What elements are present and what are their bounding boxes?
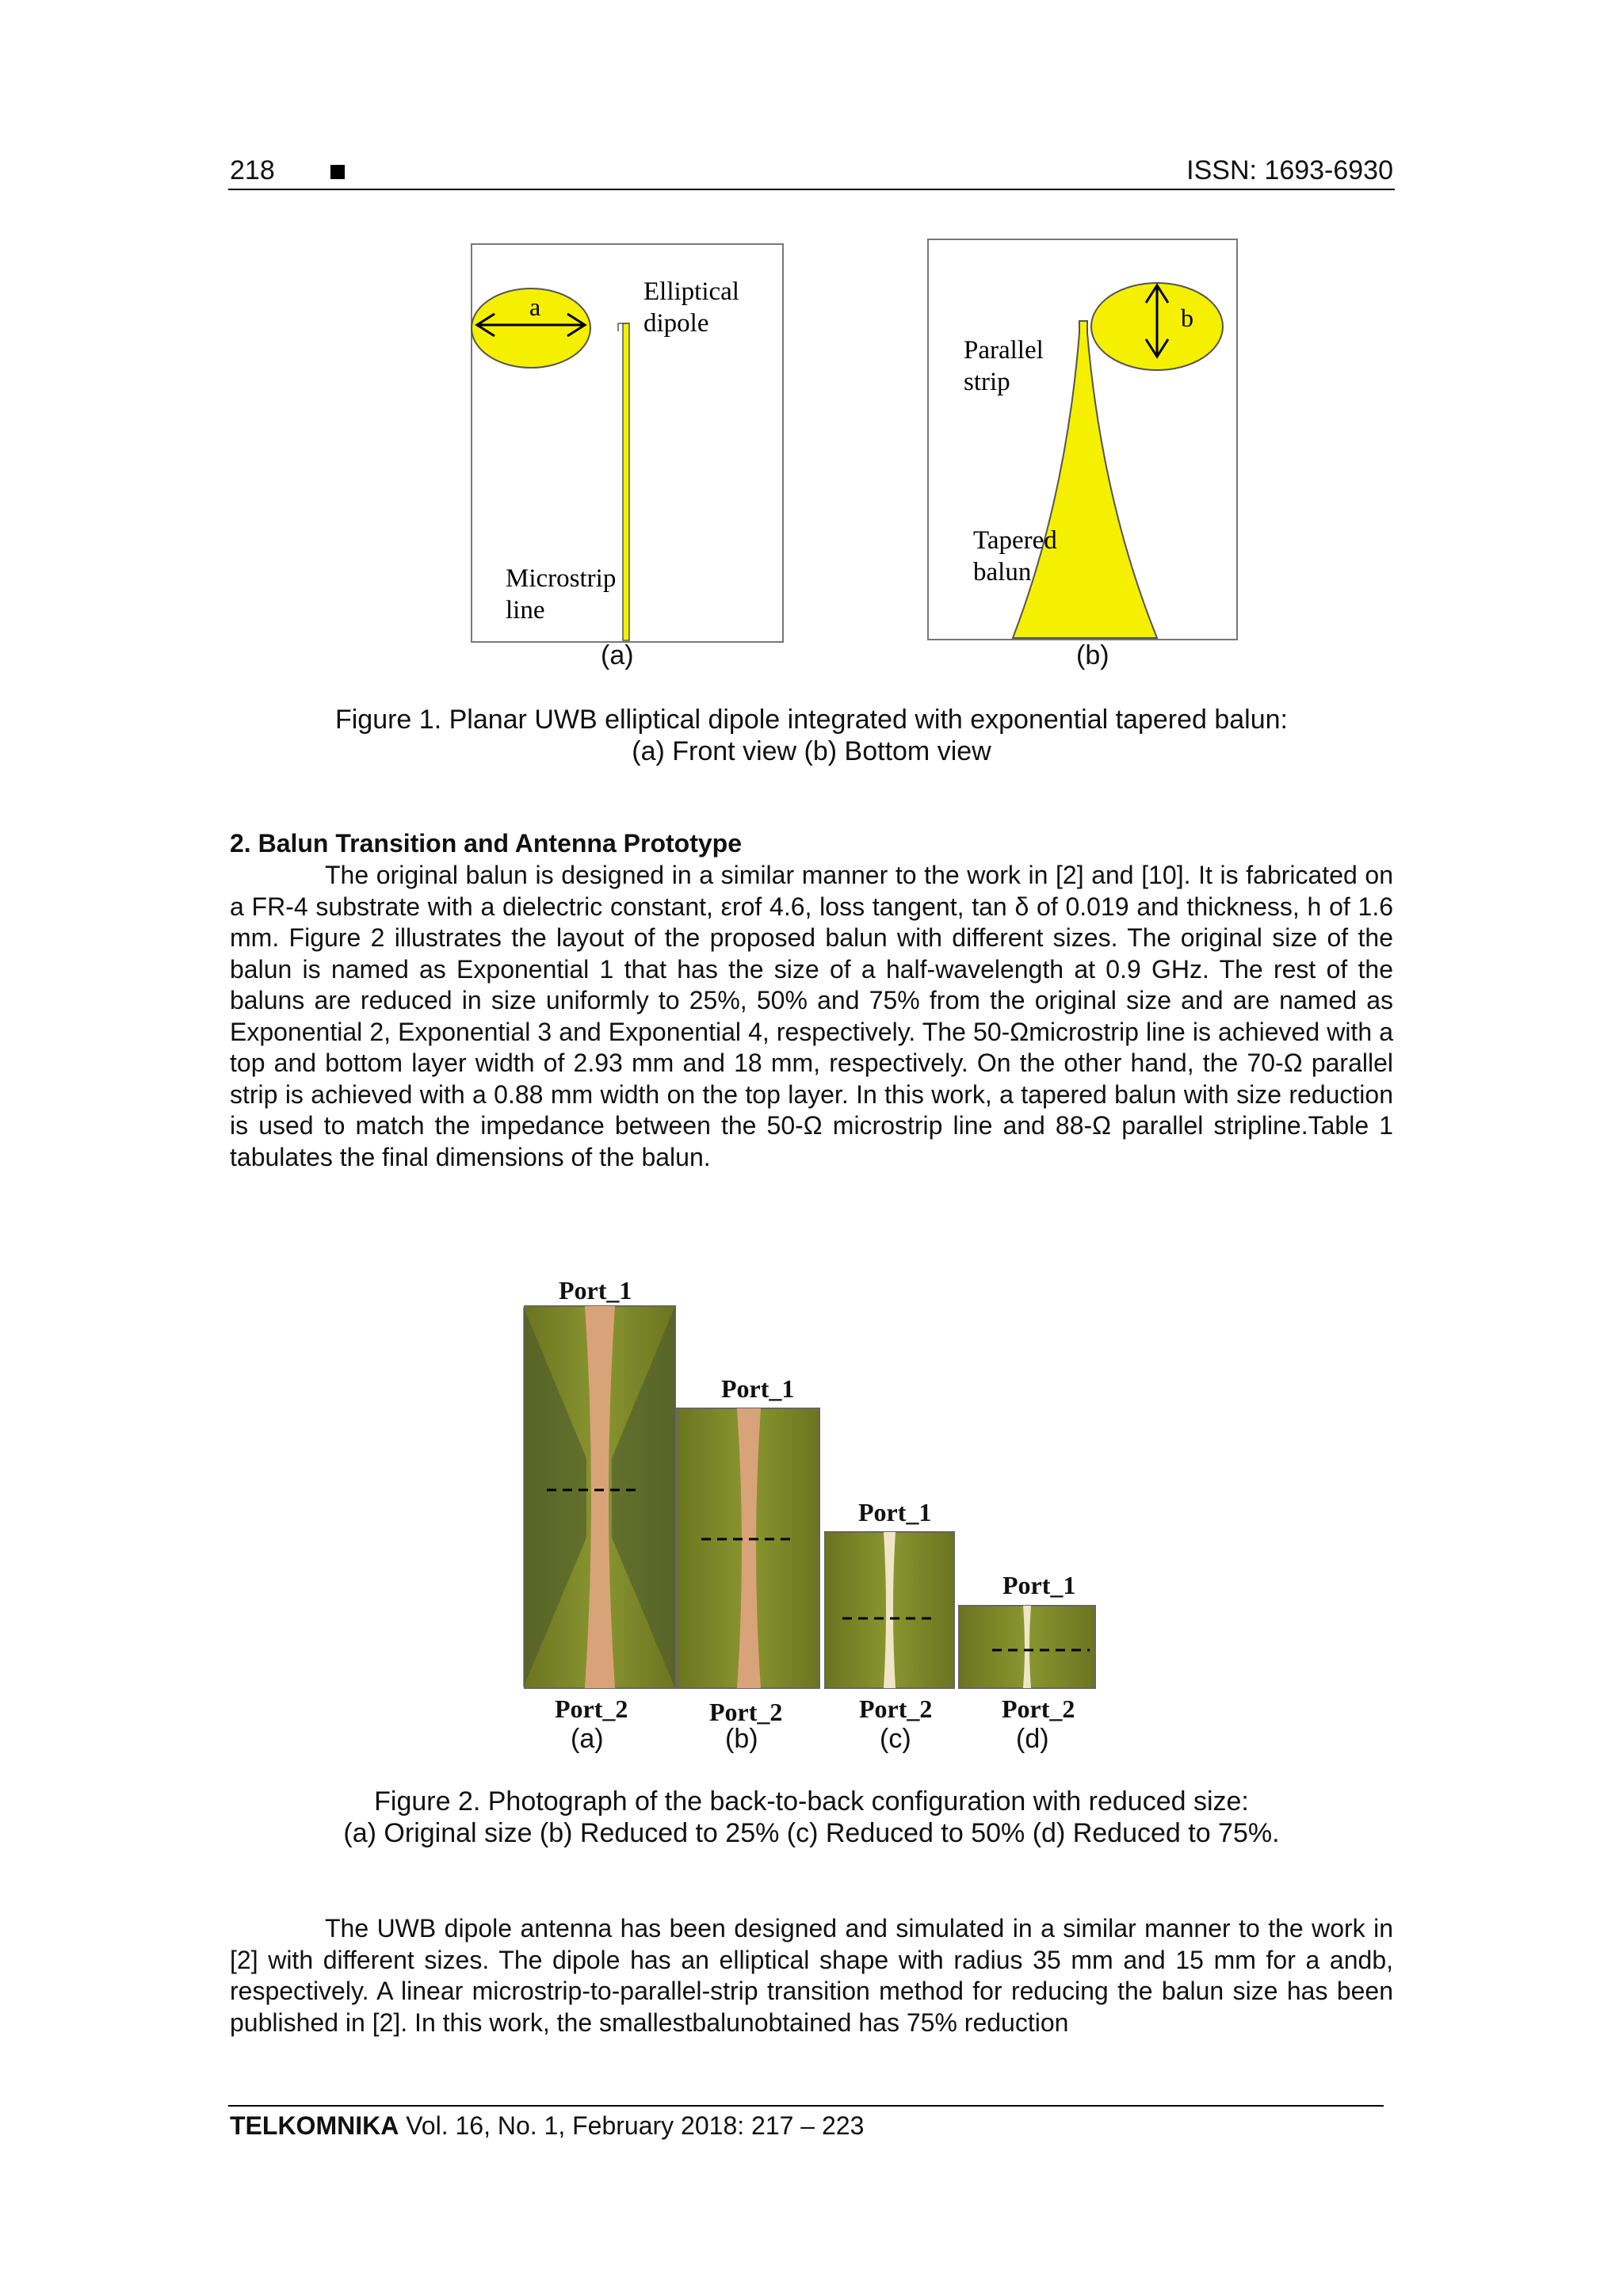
figure-2-sublabel-d: (d) <box>1016 1724 1049 1754</box>
label-dipole: dipole <box>643 309 709 338</box>
figure-2-sublabel-b: (b) <box>725 1724 758 1754</box>
label-a: a <box>529 292 541 321</box>
footer <box>230 2111 864 2141</box>
photo-b-port-2: Port_2 <box>709 1698 783 1726</box>
issn: ISSN: 1693-6930 <box>1186 155 1393 185</box>
label-balun: balun <box>973 558 1032 586</box>
label-line: line <box>506 596 545 625</box>
figure-2-sublabel-c: (c) <box>880 1724 911 1754</box>
photo-b-port-1: Port_1 <box>721 1374 795 1403</box>
figure-2-caption-line-1: Figure 2. Photograph of the back-to-back configuration with reduced size: <box>374 1786 1249 1817</box>
figure-1-panel-a <box>472 244 783 642</box>
section-title: 2. Balun Transition and Antenna Prototype <box>230 829 742 858</box>
figure-1-sublabel-b: (b) <box>1076 640 1109 670</box>
photo-c-port-1: Port_1 <box>858 1498 932 1526</box>
photo-b <box>677 1408 819 1688</box>
figure-2-sublabel-a: (a) <box>571 1724 604 1754</box>
body-paragraph-2: The UWB dipole antenna has been designed and simulated in a similar manner to the work in [2] with different sizes. The dipole has an elliptical shape with radius 35 mm and 15 mm for a andb, respectively. A linear microstrip-to-parallel-strip transition method for reducing the balun size has been published in [2]. In this work, the smallestbalunobtained has 75% reduction <box>230 1914 1393 2037</box>
photo-a <box>523 1306 675 1688</box>
photo-c-port-2: Port_2 <box>859 1694 933 1723</box>
photo-d-port-1: Port_1 <box>1002 1571 1076 1599</box>
photo-a-port-2: Port_2 <box>555 1694 628 1723</box>
photo-a-port-1: Port_1 <box>559 1276 632 1305</box>
label-elliptical: Elliptical <box>643 277 739 306</box>
figure-2-caption-line-2: (a) Original size (b) Reduced to 25% (c) Reduced to 50% (d) Reduced to 75%. <box>343 1818 1280 1848</box>
label-parallel: Parallel <box>964 336 1044 365</box>
label-tapered: Tapered <box>973 526 1057 555</box>
figure-1-sublabel-a: (a) <box>601 640 634 670</box>
photo-c <box>825 1532 954 1688</box>
page-number: 218 <box>230 155 275 185</box>
figure-1-panel-b <box>928 239 1237 640</box>
label-b: b <box>1181 304 1193 332</box>
journal-details: Vol. 16, No. 1, February 2018: 217 – 223 <box>399 2111 865 2140</box>
footer-rule <box>228 2105 1384 2107</box>
header-square-icon <box>330 165 345 179</box>
label-microstrip: Microstrip <box>506 564 617 593</box>
label-strip: strip <box>964 368 1010 396</box>
figure-2-photos <box>523 1300 1102 1693</box>
photo-d <box>959 1606 1095 1688</box>
section-paragraph-1: The original balun is designed in a similar manner to the work in [2] and [10]. It is fabricated on a FR-4 substrate with a dielectric constant, εrof 4.6, loss tangent, tan δ of 0.019 and thickness, h of 1.6 mm. Figure 2 illustrates the layout of the proposed balun with different sizes. The original size of the balun is named as Exponential 1 that has the size of a half-wavelength at 0.9 GHz. The rest of the baluns are reduced in size uniformly to 25%, 50% and 75% from the original size and are named as Exponential 2, Exponential 3 and Exponential 4, respectively. The 50-Ωmicrostrip line is achieved with a top and bottom layer width of 2.93 mm and 18 mm, respectively. On the other hand, the 70-Ω parallel strip is achieved with a 0.88 mm width on the top layer. In this work, a tapered balun with size reduction is used to match the impedance between the 50-Ω microstrip line and 88-Ω parallel stripline.Table 1 tabulates the final dimensions of the balun. <box>230 861 1393 1171</box>
journal-name: TELKOMNIKA <box>230 2111 399 2140</box>
photo-d-port-2: Port_2 <box>1002 1694 1075 1723</box>
figure-1-caption-line-1: Figure 1. Planar UWB elliptical dipole integrated with exponential tapered balun: <box>334 705 1289 735</box>
figure-1 <box>468 238 1260 666</box>
header-rule <box>228 189 1395 190</box>
figure-1-caption-line-2: (a) Front view (b) Bottom view <box>632 736 991 766</box>
microstrip-line-shape <box>623 323 629 640</box>
